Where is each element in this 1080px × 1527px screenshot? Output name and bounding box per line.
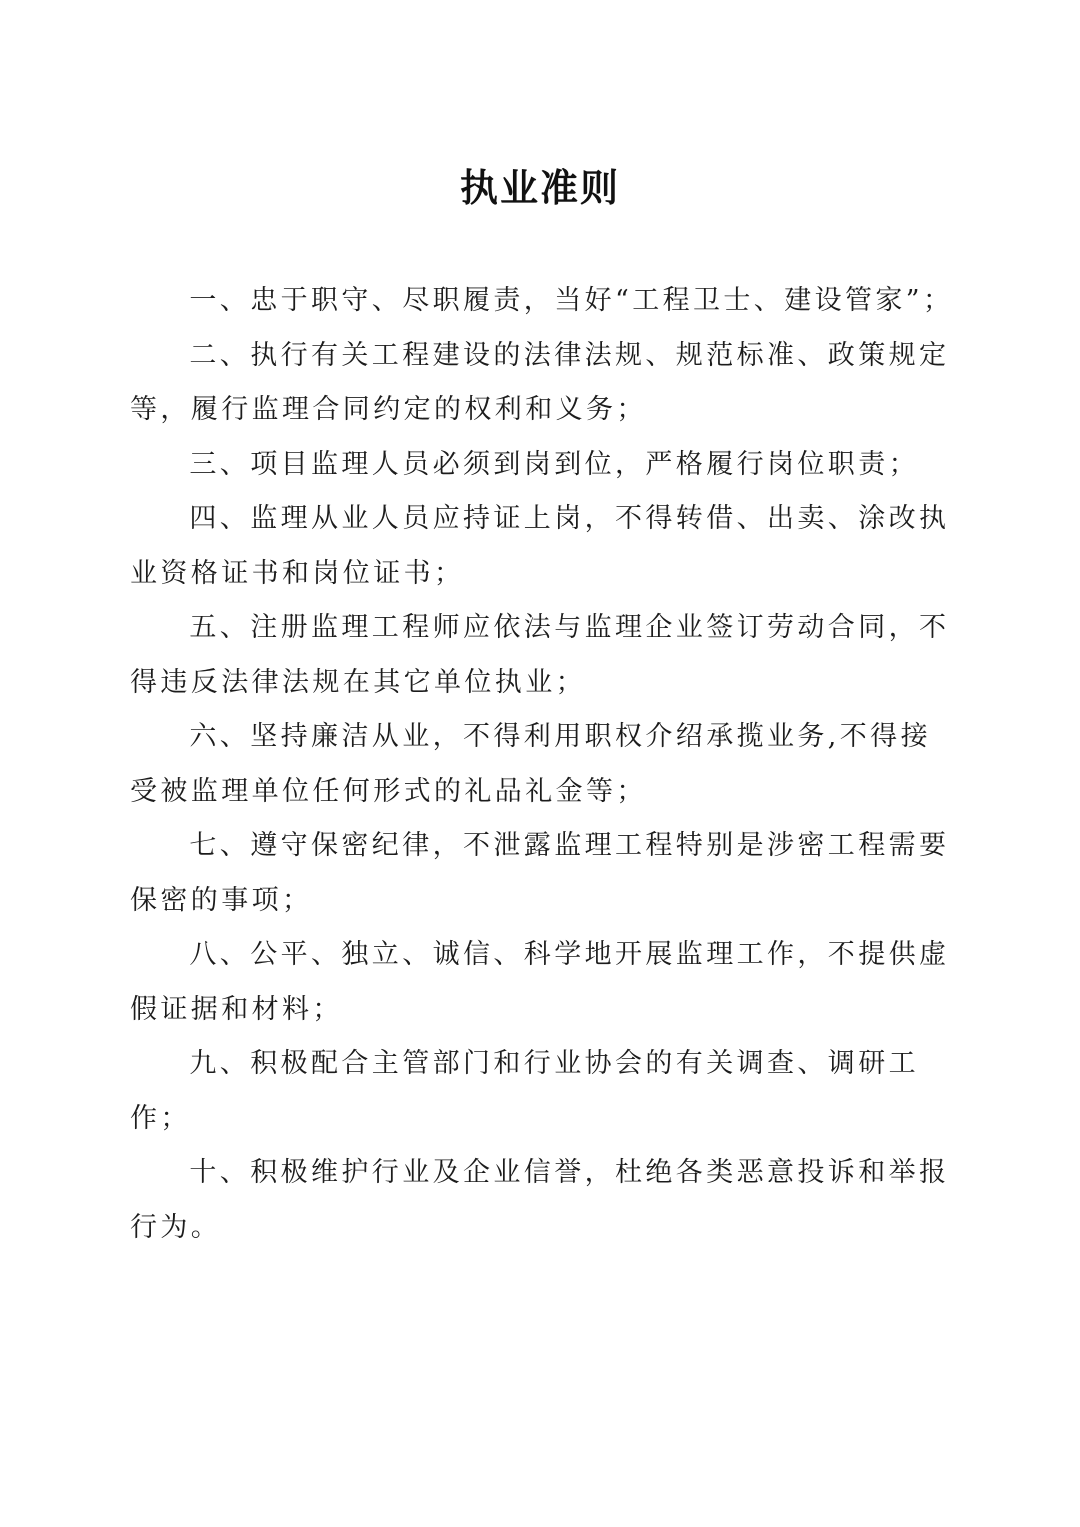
rule-paragraph-10: 十、积极维护行业及企业信誉，杜绝各类恶意投诉和举报行为。 bbox=[130, 1157, 950, 1243]
rule-paragraph-7: 七、遵守保密纪律，不泄露监理工程特别是涉密工程需要保密的事项； bbox=[130, 830, 950, 916]
rule-paragraph-2: 二、执行有关工程建设的法律法规、规范标准、政策规定等，履行监理合同约定的权利和义务； bbox=[130, 339, 950, 425]
rule-paragraph-8: 八、公平、独立、诚信、科学地开展监理工作，不提供虚假证据和材料； bbox=[130, 939, 950, 1025]
document-title: 执业准则 bbox=[459, 166, 620, 210]
rule-paragraph-1: 一、忠于职守、尽职履责，当好“工程卫士、建设管家”； bbox=[189, 285, 954, 316]
rule-paragraph-9: 九、积极配合主管部门和行业协会的有关调查、调研工作； bbox=[130, 1048, 919, 1134]
rule-paragraph-6: 六、坚持廉洁从业，不得利用职权介绍承揽业务,不得接受被监理单位任何形式的礼品礼金等； bbox=[130, 721, 931, 807]
rule-paragraph-4: 四、监理从业人员应持证上岗，不得转借、出卖、涂改执业资格证书和岗位证书； bbox=[130, 503, 950, 589]
rule-paragraph-5: 五、注册监理工程师应依法与监理企业签订劳动合同，不得违反法律法规在其它单位执业； bbox=[130, 612, 950, 698]
rule-paragraph-3: 三、项目监理人员必须到岗到位，严格履行岗位职责； bbox=[189, 448, 919, 480]
document-body bbox=[130, 274, 960, 1255]
